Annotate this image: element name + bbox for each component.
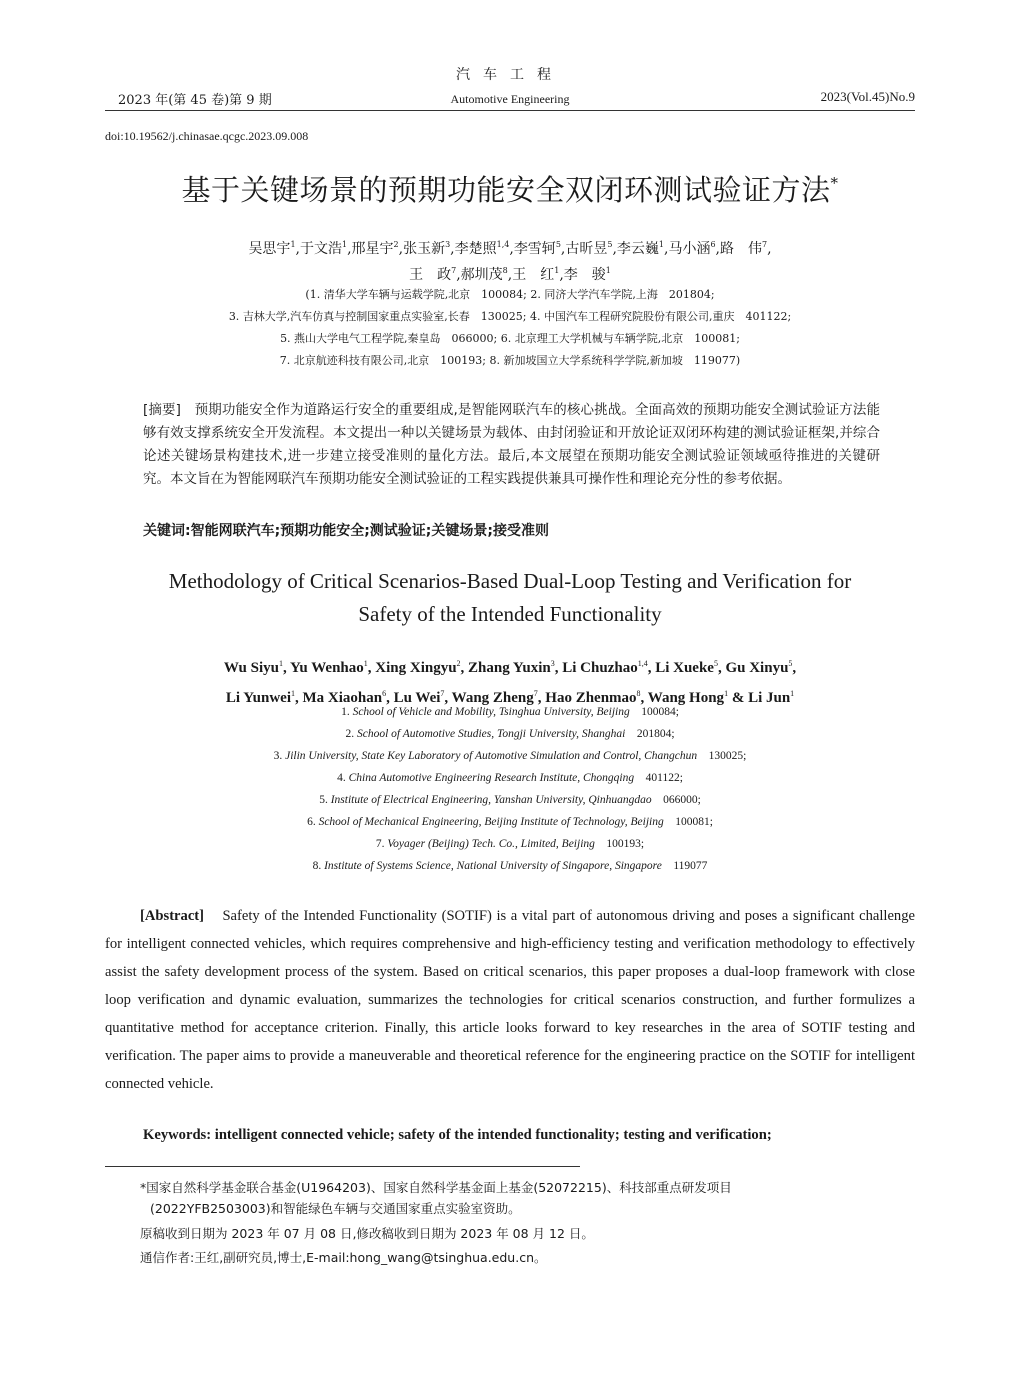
affiliation-postcode: 100084; <box>629 706 679 718</box>
affiliation-en <box>0 745 1020 767</box>
author-name: Wu Siyu <box>223 660 280 676</box>
affiliation-text: Jilin University, State Key Laboratory of Automotive Simulation and Control, Changchun <box>285 750 698 762</box>
affiliation-en <box>0 855 1020 877</box>
author-affiliation-mark: 6 <box>710 240 716 249</box>
affiliation-text: Voyager (Beijing) Tech. Co., Limited, Beijing <box>387 838 595 850</box>
author-affiliation-mark: 1 <box>790 689 795 698</box>
author-affiliation-mark: 2 <box>393 240 399 249</box>
author-affiliation-mark: 5 <box>788 659 793 668</box>
author-name: 王 政 <box>409 267 452 283</box>
affiliation-number: 7. <box>375 838 388 850</box>
author-affiliation-mark: 1 <box>291 689 295 698</box>
affiliation-en <box>0 789 1020 811</box>
author-affiliation-mark: 1 <box>279 659 284 668</box>
author-affiliation-mark: 3 <box>550 659 555 668</box>
abstract-en <box>105 902 915 1098</box>
author-separator: , <box>295 690 303 706</box>
author-name: Li Xueke <box>655 660 714 676</box>
abstract-en-text: Safety of the Intended Functionality (SOTIF) is a vital part of autonomous driving and poses a significant challenge for intelligent connected vehicles, which requires comprehensive and high-efficiency testing and verification methodology to effectively assist the safety development process of the system. Based on critical scenarios, this paper proposes a dual-loop framework with close loop verification and dynamic evaluation, summarizes the technologies for critical scenarios construction, and further formulizes a quantitative method for acceptance criterion. Finally, this article looks forward to key researches in the area of SOTIF testing and verification. The paper aims to provide a maneuverable and theoretical reference for the engineering practice on the SOTIF for intelligent connected vehicle. <box>105 908 916 1092</box>
affiliation-postcode: 401122; <box>634 772 683 784</box>
author-separator: , <box>767 241 772 257</box>
author-separator: , <box>398 241 404 257</box>
affiliation-postcode: 100193; <box>594 838 645 850</box>
author-affiliation-mark: 6 <box>382 689 387 698</box>
author-separator: , <box>444 690 452 706</box>
author-name: 马小涵 <box>668 241 711 257</box>
author-name: Hao Zhenmao <box>545 690 637 706</box>
affiliation-postcode: 201804; <box>625 728 675 740</box>
abstract-cn-label: [摘要] <box>143 402 181 418</box>
affiliation-en <box>0 723 1020 745</box>
author-affiliation-mark: 2 <box>456 659 461 668</box>
affiliation-text: Institute of Electrical Engineering, Yanshan University, Qinhuangdao <box>330 794 652 806</box>
author-separator: , <box>509 241 514 257</box>
author-separator: , <box>560 241 566 257</box>
affiliation-text: School of Vehicle and Mobility, Tsinghua University, Beijing <box>352 706 630 718</box>
affiliation-text: School of Mechanical Engineering, Beijing Institute of Technology, Beijing <box>318 816 664 828</box>
affiliation-number: 2. <box>345 728 357 740</box>
journal-name-cn: 汽车工程 <box>456 67 564 83</box>
author-affiliation-mark: 5 <box>555 240 561 249</box>
author-affiliation-mark: 1 <box>605 266 611 275</box>
author-separator: , <box>507 267 513 283</box>
funding-note-line2: (2022YFB2503003)和智能绿色车辆与交通国家重点实验室资助。 <box>150 1201 521 1216</box>
author-name: 吴思宇 <box>248 241 291 257</box>
keywords-cn-label: 关键词: <box>143 523 191 539</box>
author-affiliation-mark: 7 <box>762 240 768 249</box>
title-en-line2: Safety of the Intended Functionality <box>358 602 662 626</box>
author-name: Li Chuzhao <box>562 660 638 676</box>
author-separator: , <box>792 660 797 676</box>
author-separator: , <box>537 690 546 706</box>
author-separator: , <box>664 241 669 257</box>
author-name: 路 伟 <box>720 241 762 257</box>
affiliation-cn: 5. 燕山大学电气工程学院,秦皇岛 066000; 6. 北京理工大学机械与车辆学院,北京 100081; <box>280 332 740 345</box>
author-name: 郝圳茂 <box>460 267 503 283</box>
title-cn <box>0 168 1020 209</box>
author-affiliation-mark: 1 <box>363 659 368 668</box>
keywords-en-label: Keywords: <box>143 1127 212 1143</box>
author-name: Zhang Yuxin <box>468 660 551 676</box>
keywords-en-text: intelligent connected vehicle; safety of the intended functionality; testing and verification; <box>214 1127 772 1143</box>
affiliation-cn: 3. 吉林大学,汽车仿真与控制国家重点实验室,长春 130025; 4. 中国汽车工程研究院股份有限公司,重庆 401122; <box>228 310 792 323</box>
author-name: Lu Wei <box>393 690 441 706</box>
journal-name-en: Automotive Engineering <box>450 92 570 106</box>
correspondence-note: 通信作者:王红,副研究员,博士,E-mail:hong_wang@tsinghua.edu.cn。 <box>140 1250 547 1265</box>
abstract-en-label: [Abstract] <box>140 908 205 924</box>
affiliation-text: School of Automotive Studies, Tongji University, Shanghai <box>356 728 626 740</box>
affiliation-postcode: 100081; <box>663 816 713 828</box>
author-separator: , <box>386 690 394 706</box>
author-affiliation-mark: 1,4 <box>496 240 510 249</box>
author-affiliation-mark: 7 <box>451 266 457 275</box>
affiliation-en <box>0 701 1020 723</box>
author-separator: , <box>640 690 648 706</box>
author-separator: , <box>554 660 563 676</box>
affiliation-postcode: 119077 <box>661 860 708 872</box>
author-name: Ma Xiaohan <box>302 690 383 706</box>
affiliation-cn: (1. 清华大学车辆与运载学院,北京 100084; 2. 同济大学汽车学院,上海 201804; <box>305 288 715 301</box>
author-separator: , <box>647 660 656 676</box>
author-separator: , <box>450 241 455 257</box>
affiliation-number: 6. <box>307 816 319 828</box>
affiliation-en <box>0 767 1020 789</box>
author-separator: , <box>460 660 469 676</box>
affiliation-text: China Automotive Engineering Research Institute, Chongqing <box>348 772 635 784</box>
author-name: Wang Hong <box>647 690 725 706</box>
author-separator: , <box>295 241 300 257</box>
author-name: 张玉新 <box>403 241 446 257</box>
author-separator: , <box>717 660 726 676</box>
author-name: 李云巍 <box>616 241 659 257</box>
funding-note <box>140 1177 915 1219</box>
affiliation-postcode: 066000; <box>651 794 701 806</box>
author-separator: & <box>728 690 749 706</box>
author-affiliation-mark: 1 <box>724 689 729 698</box>
author-separator: , <box>559 267 564 283</box>
author-name: 李雪轲 <box>513 241 556 257</box>
affiliation-number: 8. <box>312 860 325 872</box>
author-affiliation-mark: 8 <box>502 266 508 275</box>
affiliation-en <box>0 811 1020 833</box>
author-affiliation-mark: 1 <box>554 266 560 275</box>
affiliation-en <box>0 833 1020 855</box>
author-name: Wang Zheng <box>451 690 534 706</box>
author-separator: , <box>715 241 720 257</box>
author-affiliation-mark: 1,4 <box>637 659 648 668</box>
affiliation-number: 4. <box>337 772 349 784</box>
title-en <box>0 565 1020 631</box>
authors-en-line1 <box>0 651 1020 681</box>
author-name: 邢星宇 <box>351 241 394 257</box>
author-separator: , <box>612 241 617 257</box>
affiliation-postcode: 130025; <box>697 750 747 762</box>
author-name: 李 骏 <box>563 267 606 283</box>
issue-info-en: 2023(Vol.45)No.9 <box>820 89 915 104</box>
doi: doi:10.19562/j.chinasae.qcgc.2023.09.008 <box>105 129 309 143</box>
author-name: Xing Xingyu <box>375 660 457 676</box>
abstract-cn-text: 预期功能安全作为道路运行安全的重要组成,是智能网联汽车的核心挑战。全面高效的预期功能安全测试验证方法能够有效支撑系统安全开发流程。本文提出一种以关键场景为载体、由封闭验证和开放论证双闭环构建的测试验证框架,并综合论述关键场景构建技术,进一步建立接受准则的量化方法。最后,本文展望在预期功能安全测试验证领域亟待推进的关键研究。本文旨在为智能网联汽车预期功能安全测试验证的工程实践提供兼具可操作性和理论充分性的参考依据。 <box>143 402 880 487</box>
author-affiliation-mark: 5 <box>607 240 613 249</box>
title-footnote-mark: * <box>830 174 839 192</box>
author-affiliation-mark: 7 <box>533 689 538 698</box>
author-name: Gu Xinyu <box>725 660 789 676</box>
affiliation-number: 1. <box>341 706 353 718</box>
author-affiliation-mark: 7 <box>440 689 445 698</box>
funding-note-line1: *国家自然科学基金联合基金(U1964203)、国家自然科学基金面上基金(52072215)、科技部重点研发项目 <box>140 1180 732 1195</box>
header-rule <box>105 110 915 111</box>
issue-info-cn: 2023 年(第 45 卷)第 9 期 <box>118 93 272 108</box>
author-affiliation-mark: 1 <box>658 240 664 249</box>
author-name: 李楚照 <box>454 241 497 257</box>
author-name: 王 红 <box>512 267 555 283</box>
affiliation-number: 5. <box>319 794 331 806</box>
affiliation-text: Institute of Systems Science, National University of Singapore, Singapore <box>324 860 662 872</box>
author-name: 古昕昱 <box>565 241 608 257</box>
author-affiliation-mark: 5 <box>713 659 718 668</box>
author-affiliation-mark: 8 <box>636 689 641 698</box>
author-separator: , <box>456 267 461 283</box>
author-name: Li Yunwei <box>225 690 291 706</box>
footnote-rule <box>105 1166 580 1167</box>
title-en-line1: Methodology of Critical Scenarios-Based Dual-Loop Testing and Verification for <box>168 569 852 593</box>
affiliation-number: 3. <box>273 750 286 762</box>
author-affiliation-mark: 3 <box>445 240 451 249</box>
author-name: Li Jun <box>748 690 791 706</box>
author-separator: , <box>283 660 290 676</box>
author-separator: , <box>367 660 376 676</box>
keywords-cn-text: 智能网联汽车;预期功能安全;测试验证;关键场景;接受准则 <box>190 523 550 539</box>
author-separator: , <box>347 241 352 257</box>
keywords-cn <box>143 520 549 540</box>
keywords-en <box>143 1127 772 1144</box>
abstract-cn <box>143 399 880 491</box>
author-name: 于文浩 <box>299 241 342 257</box>
author-affiliation-mark: 1 <box>341 240 348 249</box>
title-cn-text: 基于关键场景的预期功能安全双闭环测试验证方法 <box>181 173 831 207</box>
received-date-note: 原稿收到日期为 2023 年 07 月 08 日,修改稿收到日期为 2023 年 08 月 12 日。 <box>140 1226 594 1241</box>
author-name: Yu Wenhao <box>289 660 364 676</box>
author-affiliation-mark: 1 <box>290 240 296 249</box>
affiliation-cn: 7. 北京航迹科技有限公司,北京 100193; 8. 新加坡国立大学系统科学学院,新加坡 119077) <box>279 354 741 367</box>
